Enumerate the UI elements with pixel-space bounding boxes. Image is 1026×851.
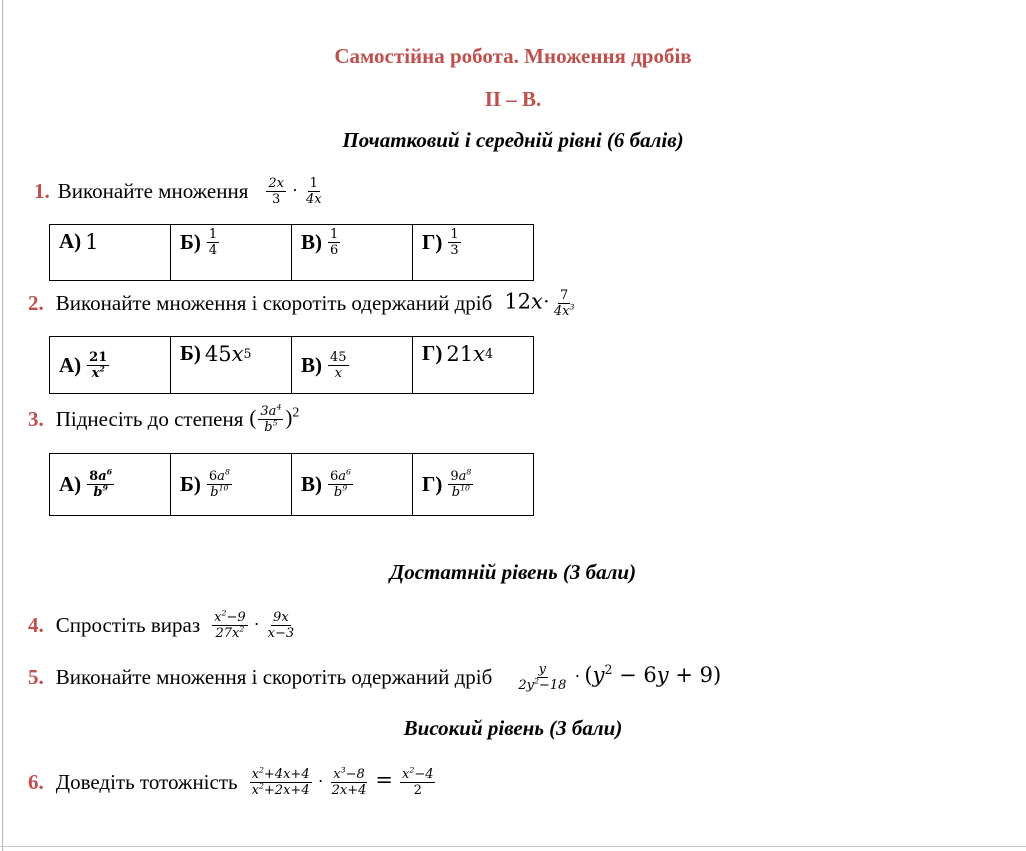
task-1-text: Виконайте множення	[57, 178, 249, 203]
task-4	[28, 602, 298, 648]
task-3-number: 3.	[28, 406, 44, 431]
answer-option-a[interactable]: А) $\frac{21}{x^2}$	[50, 337, 171, 394]
level-heading-sufficient: Достатній рівень (3 бали)	[389, 560, 637, 584]
page-bottom-border	[0, 846, 1026, 847]
task-6-number: 6.	[28, 769, 44, 794]
task-1	[34, 166, 326, 216]
task-5-expression: $\frac{y}{2y^2-18}$ · $(y^2 - 6y + 9)$	[518, 661, 722, 693]
task-3	[28, 396, 299, 442]
task-2-expression: 12x· $\frac{7}{4x^3}$	[504, 287, 575, 319]
page-title: Самостійна робота. Множення дробів	[334, 44, 692, 68]
task-5	[28, 654, 721, 700]
answer-option-b[interactable]: Б) $\frac{1}{4}$	[171, 225, 292, 281]
answer-option-a[interactable]: А) $\frac{8a^6}{b^9}$	[50, 454, 171, 516]
task-4-number: 4.	[28, 612, 44, 637]
answer-table-2	[49, 336, 534, 394]
answer-option-d[interactable]: Г) $\frac{9a^8}{b^{10}}$	[413, 454, 534, 516]
task-1-number: 1.	[34, 178, 50, 203]
answer-option-a[interactable]: А) 1	[50, 225, 171, 281]
task-3-text: Піднесіть до степеня	[55, 406, 244, 431]
answer-table-1	[49, 224, 534, 281]
task-5-number: 5.	[28, 664, 44, 689]
answer-option-d[interactable]: Г) 21 x 4	[413, 337, 534, 394]
task-4-text: Спростіть вираз	[55, 612, 201, 637]
level-heading-basic: Початковий і середній рівні (6 балів)	[342, 128, 684, 152]
task-6-expression: $\frac{x^2+4x+4}{x^2+2x+4}$ · $\frac{x^3-8}{2x+4}$ = $\frac{x^2-4}{2}$	[251, 765, 434, 798]
task-3-expression: ( $\frac{3a^4}{b^5}$ )$^2$	[249, 402, 300, 435]
task-1-expression: $\frac{2x}{3}$ · $\frac{1}{4x}$	[268, 175, 322, 207]
answer-option-c[interactable]: В) $\frac{1}{6}$	[292, 225, 413, 281]
task-6	[28, 758, 437, 806]
answer-option-c[interactable]: В) $\frac{6a^6}{b^9}$	[292, 454, 413, 516]
variant-label: II – В.	[484, 87, 542, 111]
task-2-number: 2.	[28, 290, 44, 315]
answer-option-b[interactable]: Б) $\frac{6a^8}{b^{10}}$	[171, 454, 292, 516]
answer-option-d[interactable]: Г) $\frac{1}{3}$	[413, 225, 534, 281]
task-2	[28, 280, 578, 326]
task-6-text: Доведіть тотожність	[55, 769, 238, 794]
answer-option-c[interactable]: В) $\frac{45}{x}$	[292, 337, 413, 394]
task-5-text: Виконайте множення і скоротіть одержаний дріб	[55, 664, 493, 689]
level-heading-high: Високий рівень (3 бали)	[403, 716, 623, 740]
task-2-text: Виконайте множення і скоротіть одержаний дріб	[55, 290, 493, 315]
answer-option-b[interactable]: Б) 45 x 5	[171, 337, 292, 394]
task-4-expression: $\frac{x^2-9}{27x^2}$ · $\frac{9x}{x-3}$	[214, 608, 295, 641]
answer-table-3	[49, 453, 534, 516]
